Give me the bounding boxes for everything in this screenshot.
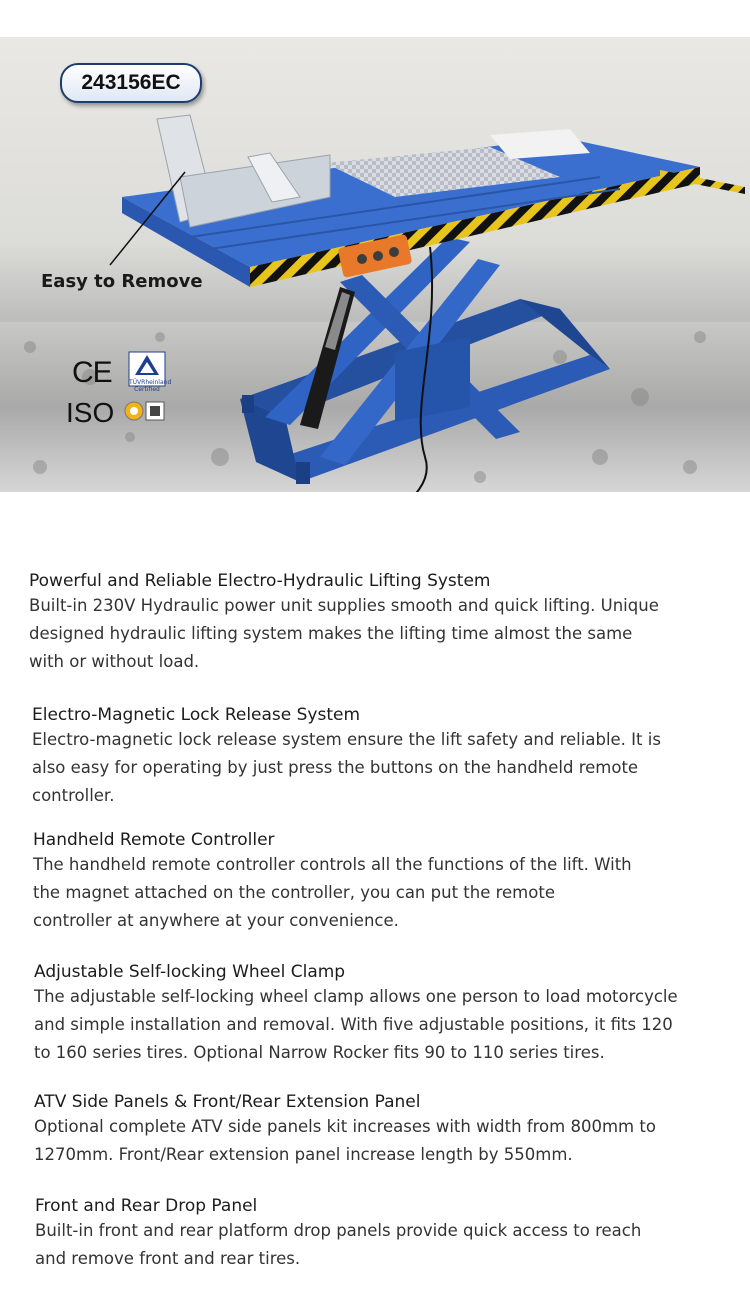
feature-atv-panels [34,1091,656,1169]
feature-wheel-clamp [34,961,678,1067]
feature-title: Handheld Remote Controller [33,830,275,850]
feature-line: also easy for operating by just press the buttons on the handheld remote [32,758,639,777]
sgs-certification-icon [124,399,168,423]
feature-lock-release [32,704,661,810]
feature-line: the magnet attached on the controller, you can put the remote [33,883,555,902]
tuv-certified-text: TÜVRheinland Certified [129,379,172,393]
feature-line: and remove front and rear tires. [35,1249,301,1268]
feature-line: Built-in 230V Hydraulic power unit supplies smooth and quick lifting. Unique [29,596,659,615]
feature-drop-panel [35,1195,641,1273]
iso-mark: ISO [66,397,115,428]
feature-remote-controller [33,829,632,935]
feature-line: to 160 series tires. Optional Narrow Rocker fits 90 to 110 series tires. [34,1043,605,1062]
feature-line: 1270mm. Front/Rear extension panel increase length by 550mm. [34,1145,573,1164]
ce-mark: CE [72,356,112,389]
easy-to-remove-label: Easy to Remove [41,271,203,292]
feature-line: The adjustable self-locking wheel clamp allows one person to load motorcycle [34,987,678,1006]
feature-line: Built-in front and rear platform drop panels provide quick access to reach [35,1221,642,1240]
feature-line: controller. [32,786,115,805]
product-photo [0,37,750,492]
feature-line: controller at anywhere at your convenience. [33,911,399,930]
feature-line: with or without load. [29,652,200,671]
feature-line: and simple installation and removal. With five adjustable positions, it fits 120 [34,1015,673,1034]
feature-line: designed hydraulic lifting system makes the lifting time almost the same [29,624,633,643]
feature-title: Powerful and Reliable Electro-Hydraulic Lifting System [29,571,491,591]
feature-line: Optional complete ATV side panels kit increases with width from 800mm to [34,1117,656,1136]
feature-title: Front and Rear Drop Panel [35,1196,258,1216]
model-code-badge: 243156EC [60,63,202,103]
feature-title: ATV Side Panels & Front/Rear Extension Panel [34,1092,421,1112]
feature-lifting-system [29,570,659,676]
feature-title: Adjustable Self-locking Wheel Clamp [34,962,346,982]
feature-title: Electro-Magnetic Lock Release System [32,705,361,725]
feature-line: Electro-magnetic lock release system ensure the lift safety and reliable. It is [32,730,661,749]
feature-line: The handheld remote controller controls all the functions of the lift. With [33,855,632,874]
